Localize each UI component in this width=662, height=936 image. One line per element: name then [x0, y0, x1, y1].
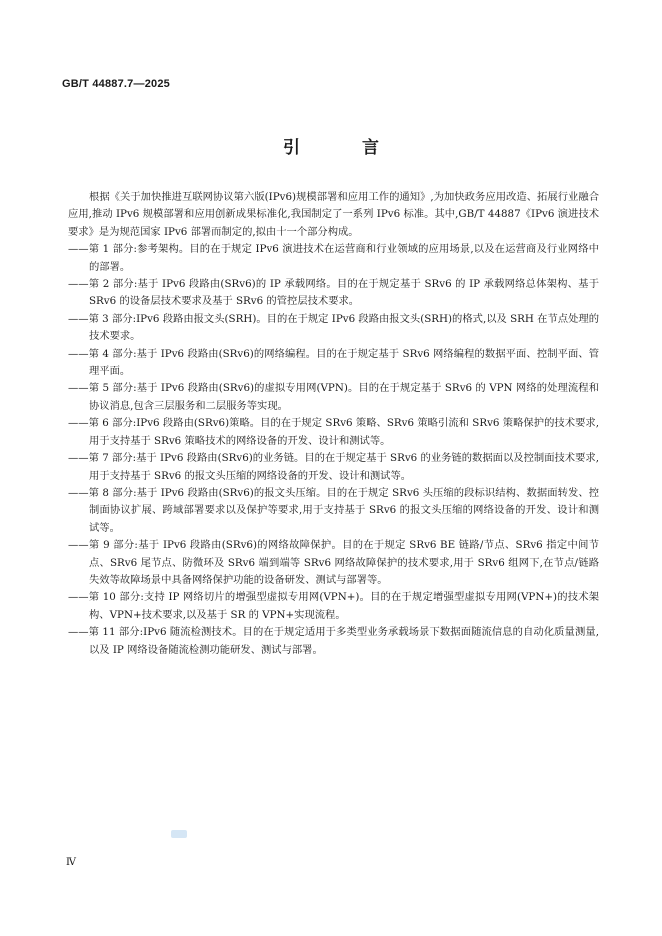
document-body	[68, 189, 599, 659]
part-description: 第 6 部分:IPv6 段路由(SRv6)策略。目的在于规定 SRv6 策略、SRv6 策略引流和 SRv6 策略保护的技术要求,用于支持基于 SRv6 策略技术的网络设备的开发、设计和测试等。	[88, 417, 599, 447]
part-list-item	[68, 346, 599, 381]
part-list-item	[68, 450, 599, 485]
part-description: 第 7 部分:基于 IPv6 段路由(SRv6)的业务链。目的在于规定基于 SRv6 的业务链的数据面以及控制面技术要求,用于支持基于 SRv6 的报文头压缩的网络设备的开发、设计和测试等。	[88, 452, 599, 482]
list-dash: ——	[68, 278, 89, 291]
list-dash: ——	[68, 382, 89, 395]
list-dash: ——	[68, 243, 89, 256]
list-dash: ——	[68, 626, 89, 639]
part-list-item	[68, 311, 599, 346]
part-list-item	[68, 589, 599, 624]
part-list-item	[68, 241, 599, 276]
watermark-logo	[171, 830, 187, 838]
part-description: 第 3 部分:IPv6 段路由报文头(SRH)。目的在于规定 IPv6 段路由报文头(SRH)的格式,以及 SRH 在节点处理的技术要求。	[88, 312, 599, 343]
list-dash: ——	[68, 591, 89, 604]
page-title: 引 言	[283, 138, 407, 158]
list-dash: ——	[68, 417, 89, 430]
list-dash: ——	[68, 486, 89, 499]
standard-code: GB/T 44887.7—2025	[62, 78, 170, 90]
part-description: 第 8 部分:基于 IPv6 段路由(SRv6)的报文头压缩。目的在于规定 SRv6 头压缩的段标识结构、数据面转发、控制面协议扩展、跨域部署要求以及保护等要求,用于支持基于 SRv6 的报文头压缩的网络设备的开发、设计和测试等。	[88, 486, 599, 534]
part-list-item	[68, 624, 599, 659]
part-description: 第 11 部分:IPv6 随流检测技术。目的在于规定适用于多类型业务承载场景下数据面随流信息的自动化质量测量,以及 IP 网络设备随流检测功能研发、测试与部署。	[88, 626, 599, 656]
list-dash: ——	[68, 347, 89, 360]
list-dash: ——	[68, 312, 89, 325]
page-number: Ⅳ	[66, 857, 76, 868]
part-list-item	[68, 415, 599, 450]
part-description: 第 4 部分:基于 IPv6 段路由(SRv6)的网络编程。目的在于规定基于 SRv6 网络编程的数据平面、控制平面、管理平面。	[88, 347, 599, 378]
part-list-item	[68, 380, 599, 415]
parts-list	[68, 241, 599, 659]
part-description: 第 1 部分:参考架构。目的在于规定 IPv6 演进技术在运营商和行业领域的应用场景,以及在运营商及行业网络中的部署。	[88, 243, 599, 273]
part-list-item	[68, 276, 599, 311]
list-dash: ——	[68, 452, 89, 465]
list-dash: ——	[68, 539, 89, 552]
part-description: 第 10 部分:支持 IP 网络切片的增强型虚拟专用网(VPN+)。目的在于规定增强型虚拟专用网(VPN+)的技术架构、VPN+技术要求,以及基于 SR 的 VPN+实现流程。	[88, 591, 599, 621]
part-list-item	[68, 485, 599, 537]
part-list-item	[68, 537, 599, 589]
intro-paragraph: 根据《关于加快推进互联网协议第六版(IPv6)规模部署和应用工作的通知》,为加快政务应用改造、拓展行业融合应用,推动 IPv6 规模部署和应用创新成果标准化,我国制定了一系列 IPv6 标准。其中,GB/T 44887《IPv6 演进技术要求》是为规范国家 IPv6 部署而制定的,拟由十一个部分构成。	[68, 191, 599, 238]
part-description: 第 9 部分:基于 IPv6 段路由(SRv6)的网络故障保护。目的在于规定 SRv6 BE 链路/节点、SRv6 指定中间节点、SRv6 尾节点、防微环及 SRv6 端到端等 SRv6 网络故障保护的技术要求,用于 SRv6 组网下,在节点/链路失效等故障场景中具备网络保护功能的设备研发、测试与部署等。	[88, 539, 599, 586]
part-description: 第 2 部分:基于 IPv6 段路由(SRv6)的 IP 承载网络。目的在于规定基于 SRv6 的 IP 承载网络总体架构、基于 SRv6 的设备层技术要求及基于 SRv6 的管控层技术要求。	[88, 278, 599, 308]
part-description: 第 5 部分:基于 IPv6 段路由(SRv6)的虚拟专用网(VPN)。目的在于规定基于 SRv6 的 VPN 网络的处理流程和协议消息,包含三层服务和二层服务等实现。	[88, 382, 599, 412]
